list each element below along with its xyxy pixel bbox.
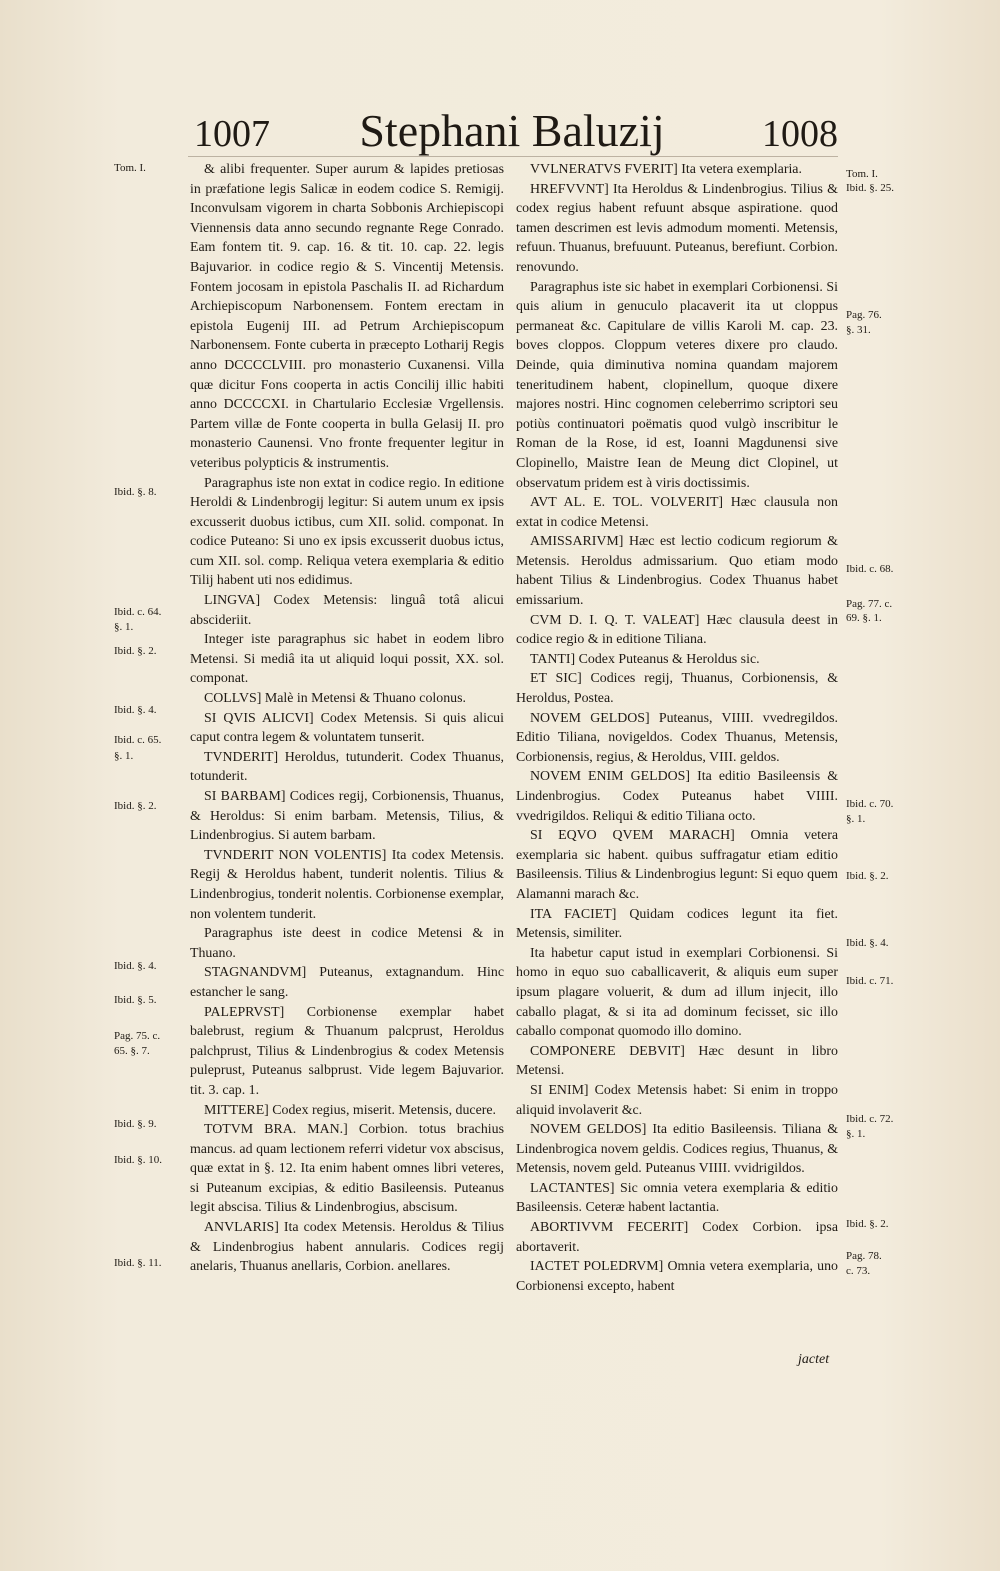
paragraph: Ita habetur caput istud in exemplari Corbionensi. Si homo in equo suo caballicaverit, & aliquis eum super ipsum plagare voluerit, & dum ad illum injecit, illo caballo plagat, & si ita ad dominum fecisset, sic illo caballo componat quomodo illo domino.: [516, 945, 838, 1040]
margin-reference: Pag. 75. c.: [114, 1030, 161, 1042]
margin-reference: Ibid. §. 4.: [846, 937, 889, 949]
margin-reference: Ibid. §. 8.: [114, 486, 157, 498]
paragraph: NOVEM GELDOS] Puteanus, VIIII. vvedregildos. Editio Tiliana, novigeldos. Codex Thuanus, Metensis, Corbionensis, regius, & Heroldus, VIII. geldos.: [516, 710, 838, 765]
margin-reference: §. 1.: [114, 750, 134, 762]
paragraph: NOVEM ENIM GELDOS] Ita editio Basileensis & Lindenbrogius. Codex Puteanus habet VIIII. vvedrigildos. Reliqui & editio Tiliana octo.: [516, 769, 838, 824]
right-column: [516, 160, 838, 1296]
margin-reference: §. 1.: [846, 1128, 866, 1140]
paragraph: TVNDERIT] Heroldus, tutunderit. Codex Thuanus, totunderit.: [190, 749, 504, 785]
paragraph: ITA FACIET] Quidam codices legunt ita fiet. Metensis, similiter.: [516, 906, 838, 942]
paragraph: Integer iste paragraphus sic habet in eodem libro Metensi. Si mediâ ita ut aliquid loqui possit, XX. sol. componat.: [190, 632, 504, 687]
margin-reference: Pag. 78.: [846, 1250, 882, 1262]
margin-reference: §. 1.: [846, 813, 866, 825]
paragraph: Paragraphus iste deest in codice Metensi & in Thuano.: [190, 926, 504, 961]
margin-reference: Tom. I.: [114, 162, 146, 174]
paragraph: SI EQVO QVEM MARACH] Omnia vetera exemplaria sic habent. quibus suffragatur etiam editio Basileensis. Tilius & Lindenbrogius legunt: Si equo quem Alamanni marach &c.: [516, 828, 838, 902]
margin-reference: c. 73.: [846, 1265, 871, 1277]
margin-reference: Ibid. c. 64.: [114, 606, 162, 618]
margin-reference: Ibid. c. 72.: [846, 1113, 894, 1125]
paragraph: LACTANTES] Sic omnia vetera exemplaria & editio Basileensis. Ceteræ habent lactantia.: [516, 1180, 838, 1216]
page-title: Stephani Baluzij: [359, 105, 665, 156]
margin-reference: Pag. 77. c.: [846, 598, 893, 610]
margin-reference: Ibid. §. 4.: [114, 960, 157, 972]
paragraph: TOTVM BRA. MAN.] Corbion. totus brachius mancus. ad quam lectionem referri videtur vox abscisus, quæ extat in §. 12. Ita enim habent omnes libri veteres, si Puteanum excipias, & editio Basileensis. Puteanus legit abscisa. Tilius & Lindenbrogius, abscisum.: [190, 1122, 504, 1216]
page-number-right: 1008: [762, 113, 838, 155]
margin-reference: Ibid. §. 11.: [114, 1257, 162, 1269]
margin-reference: Ibid. §. 4.: [114, 704, 157, 716]
paragraph: & alibi frequenter. Super aurum & lapides pretiosas in præfatione legis Salicæ in eodem codice S. Remigij. Inconvulsam vigorem in charta Sobbonis Archiepiscopi Viennensis data anno secundo regnante Rege Conrado. Eam fontem tit. 9. cap. 16. & tit. 10. cap. 22. legis Bajuvarior. in codice regio & S. Vincentij Metensis. Fontem jocosam in epistola Paschalis II. ad Richardum Archiepiscopum Narbonensem. Fontem erectam in epistola Eugenij III. ad Petrum Archiepiscopum Narbonensem. Fonte cuberta in præcepto Lotharij Regis anno DCCCCLVIII. pro monasterio Cuxanensi. Villa quæ dicitur Fons cooperta in actis Concilij illic habiti anno DCCCCXI. in Chartulario Ecclesiæ Vrgellensis. Partem villæ de Fonte cooperta in bulla Gelasij II. pro monasterio Caunensi. Vno fronte frequenter legitur in veteribus polypticis & instrumentis.: [190, 162, 504, 471]
margin-reference: 65. §. 7.: [114, 1045, 150, 1057]
paragraph: NOVEM GELDOS] Ita editio Basileensis. Tiliana & Lindenbrogica novem geldis. Codices regius, Thuanus, & Metensis, novem geld. Puteanus VIIII. vvidrigildos.: [516, 1122, 838, 1177]
paragraph: TVNDERIT NON VOLENTIS] Ita codex Metensis. Regij & Heroldus habent, tunderit nolentis. Tilius & Lindenbrogius, tonderit nolentis. Corbionense exemplar, non volentem tunderit.: [190, 847, 504, 922]
paragraph: ANVLARIS] Ita codex Metensis. Heroldus & Tilius & Lindenbrogius habent annularis. Codices regij anelaris, Thuanus anellaris, Corbion. anellares.: [190, 1220, 504, 1275]
paragraph: VVLNERATVS FVERIT] Ita vetera exemplaria.: [530, 162, 802, 177]
margin-reference: §. 1.: [114, 621, 134, 633]
paragraph: TANTI] Codex Puteanus & Heroldus sic.: [530, 651, 760, 667]
paragraph: AVT AL. E. TOL. VOLVERIT] Hæc clausula non extat in codice Metensi.: [516, 495, 838, 530]
header-rule: [188, 156, 838, 157]
paragraph: SI ENIM] Codex Metensis habet: Si enim in troppo aliquid involaverit &c.: [516, 1082, 838, 1118]
margin-reference: Ibid. §. 2.: [846, 870, 889, 882]
margin-reference: Ibid. §. 2.: [114, 800, 157, 812]
paragraph: AMISSARIVM] Hæc est lectio codicum regiorum & Metensis. Heroldus admissarium. Quo etiam modo habent Tilius & Lindenbrogius. Codex Thuanus habet emissarium.: [516, 534, 838, 609]
paragraph: COMPONERE DEBVIT] Hæc desunt in libro Metensi.: [516, 1043, 838, 1079]
paragraph: ET SIC] Codices regij, Thuanus, Corbionensis, & Heroldus, Postea.: [516, 671, 838, 707]
paragraph: HREFVVNT] Ita Heroldus & Lindenbrogius. Tilius & codex regius habent refuunt absque aspiratione. quod tamen descrimen est levis admodum momenti. Metensis, refuun. Thuanus, brefuuunt. Puteanus, berefiunt. Corbion. renovundo.: [516, 181, 838, 275]
paragraph: COLLVS] Malè in Metensi & Thuano colonus.: [204, 691, 466, 707]
paragraph: Paragraphus iste sic habet in exemplari Corbionensi. Si quis alium in genuculo placaverit ita ut cloppus permaneat &c. Capitulare de villis Karoli M. cap. 23. boves cloppos. Cloppum veteres dixere pro claudo. Deinde, quia diminutiva nomina quandam majorem teneritudinem habent, clopinellum, quoque dixere majores nostri. Hinc cognomen celeberrimo scriptori seu potiùs continuatori poëmatis quod vulgò inscribitur le Roman de la Rose, id est, Ioanni Magdunensi sive Clopinello, Maistre Iean de Meung dict Clopinel, ut observatum pridem est à viris doctissimis.: [516, 279, 838, 491]
margin-reference: Ibid. §. 2.: [114, 645, 157, 657]
margin-reference: 69. §. 1.: [846, 612, 882, 624]
paragraph: IACTET POLEDRVM] Omnia vetera exemplaria, uno Corbionensi excepto, habent: [516, 1259, 838, 1294]
margin-reference: Ibid. §. 25.: [846, 182, 894, 194]
margin-reference: Ibid. c. 71.: [846, 975, 894, 987]
running-header: [186, 104, 838, 164]
margin-reference: §. 31.: [846, 324, 871, 336]
margin-reference: Ibid. §. 9.: [114, 1118, 157, 1130]
paragraph: SI BARBAM] Codices regij, Corbionensis, Thuanus, & Heroldus: Si enim barbam. Metensis, Tilius, & Lindenbrogius. Si autem barbam.: [190, 789, 504, 844]
paragraph: MITTERE] Codex regius, miserit. Metensis, ducere.: [204, 1102, 497, 1118]
margin-reference: Pag. 76.: [846, 309, 882, 321]
margin-reference: Ibid. §. 2.: [846, 1218, 889, 1230]
page-number-left: 1007: [194, 113, 270, 155]
margin-reference: Ibid. c. 70.: [846, 798, 894, 810]
margin-reference: Ibid. §. 10.: [114, 1154, 162, 1166]
margin-reference: Ibid. §. 5.: [114, 994, 157, 1006]
paragraph: LINGVA] Codex Metensis: linguâ totâ alicui abscideriit.: [190, 593, 504, 628]
paragraph: STAGNANDVM] Puteanus, extagnandum. Hinc estancher le sang.: [190, 965, 504, 1000]
margin-reference: Ibid. c. 65.: [114, 734, 162, 746]
margin-reference: Ibid. c. 68.: [846, 563, 894, 575]
margin-reference: Tom. I.: [846, 168, 878, 180]
paragraph: CVM D. I. Q. T. VALEAT] Hæc clausula deest in codice regio & in editione Tiliana.: [516, 612, 838, 648]
paragraph: SI QVIS ALICVI] Codex Metensis. Si quis alicui caput contra legem & voluntatem tunserit.: [190, 710, 504, 746]
paragraph: PALEPRVST] Corbionense exemplar habet balebrust, regium & Thuanum palcprust, Heroldus palchprust, Tilius & Lindenbrogius & codex Metensis puleprust, Puteanus salbprust. Vide legem Bajuvarior. tit. 3. cap. 1.: [190, 1004, 504, 1098]
catchword: jactet: [798, 1352, 830, 1367]
paragraph: ABORTIVVM FECERIT] Codex Corbion. ipsa abortaverit.: [516, 1220, 838, 1255]
paragraph: Paragraphus iste non extat in codice regio. In editione Heroldi & Lindenbrogij legitur: Si autem unum ex ipsis excusserit duobus ictibus, cum XII. solid. componat. In codice Puteano: Si uno ex ipsis excusserit duobus ictus, cum XII. sol. comp. Reliqua vetera exemplaria & editio Tilij habent uti nos edidimus.: [190, 475, 504, 589]
left-column: [190, 160, 504, 1277]
